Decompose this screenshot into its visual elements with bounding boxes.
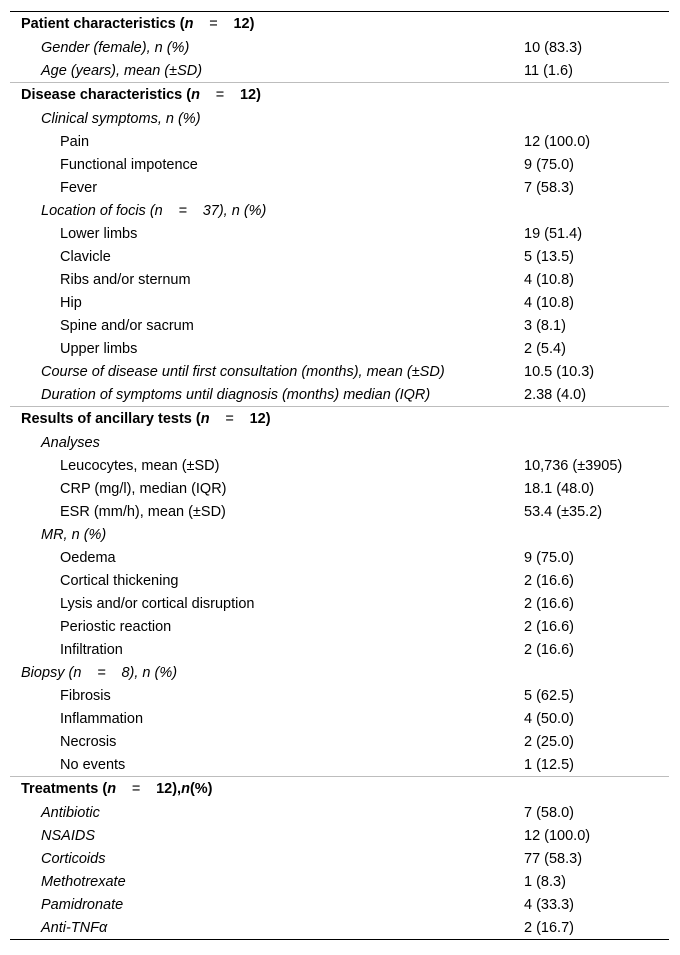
subgroup-label-tail: 37), n (%)	[202, 202, 267, 219]
table-row	[10, 36, 669, 59]
row-value: 2.38 (4.0)	[524, 386, 587, 403]
section-count: 12)	[233, 16, 255, 32]
row-label: Course of disease until first consultation (months), mean (±SD)	[41, 363, 445, 380]
row-label: CRP (mg/l), median (IQR)	[60, 480, 227, 497]
row-value: 5 (62.5)	[524, 687, 574, 704]
section-title	[10, 777, 669, 802]
row-label: No events	[60, 756, 126, 773]
row-value: 2 (5.4)	[524, 340, 566, 357]
table-row	[10, 268, 669, 291]
row-label: Upper limbs	[60, 340, 138, 357]
n-symbol: n	[184, 16, 194, 32]
table-row	[10, 291, 669, 314]
table-row	[10, 615, 669, 638]
row-label: Inflammation	[60, 710, 144, 727]
section-title-text: Disease characteristics (	[21, 87, 192, 103]
row-value: 12 (100.0)	[524, 133, 591, 150]
table-row	[10, 592, 669, 615]
n-symbol: n	[200, 411, 210, 427]
row-label: Clavicle	[60, 248, 111, 265]
subgroup-label: Analyses	[41, 434, 100, 451]
row-value: 2 (16.6)	[524, 618, 574, 635]
row-value: 2 (16.6)	[524, 572, 574, 589]
table-row	[10, 707, 669, 730]
row-value: 1 (12.5)	[524, 756, 574, 773]
subgroup-label	[10, 661, 669, 684]
equals-sign: =	[225, 411, 234, 427]
row-label: Methotrexate	[41, 873, 126, 890]
table-row	[10, 199, 669, 222]
row-label: Pain	[60, 133, 90, 150]
row-label: Anti-TNFα	[41, 919, 108, 936]
row-value: 4 (50.0)	[524, 710, 574, 727]
row-label: ESR (mm/h), mean (±SD)	[60, 503, 226, 520]
section-title-text: Treatments (	[21, 781, 108, 797]
row-value: 10,736 (±3905)	[524, 457, 623, 474]
table-row	[10, 360, 669, 383]
subgroup-label-text: Location of focis (n	[41, 202, 163, 219]
table-row	[10, 153, 669, 176]
row-value: 11 (1.6)	[524, 62, 573, 79]
row-value: 2 (16.6)	[524, 641, 574, 658]
row-label: Functional impotence	[60, 156, 198, 173]
row-label: Age (years), mean (±SD)	[41, 62, 203, 79]
table-row	[10, 59, 669, 83]
row-label: Infiltration	[60, 641, 123, 658]
row-value: 19 (51.4)	[524, 225, 583, 242]
subgroup-label-text: Biopsy (n	[21, 664, 82, 681]
table-row	[10, 107, 669, 130]
section-count: 12)	[239, 87, 261, 103]
table-row	[10, 245, 669, 268]
equals-sign: =	[178, 202, 187, 219]
section-title-text: Results of ancillary tests (	[21, 411, 201, 427]
row-label: Periostic reaction	[60, 618, 172, 635]
equals-sign: =	[97, 664, 106, 681]
row-label: Hip	[60, 294, 82, 311]
table-row	[10, 314, 669, 337]
section-header-disease	[10, 83, 669, 108]
row-label: Oedema	[60, 549, 116, 566]
table-row	[10, 730, 669, 753]
subgroup-label-tail: 8), n (%)	[121, 664, 178, 681]
row-value: 5 (13.5)	[524, 248, 574, 265]
table-row	[10, 684, 669, 707]
table-row	[10, 824, 669, 847]
n-symbol: n	[107, 781, 117, 797]
row-label: Leucocytes, mean (±SD)	[60, 457, 220, 474]
table-row	[10, 753, 669, 777]
table-row	[10, 383, 669, 407]
row-label: Cortical thickening	[60, 572, 179, 589]
row-value: 4 (33.3)	[524, 896, 574, 913]
row-value: 18.1 (48.0)	[524, 480, 595, 497]
row-label: Necrosis	[60, 733, 117, 750]
row-value: 2 (25.0)	[524, 733, 574, 750]
n-symbol: n	[191, 87, 200, 103]
table-row	[10, 523, 669, 546]
subgroup-label: Clinical symptoms, n (%)	[41, 110, 201, 127]
table-row	[10, 454, 669, 477]
table-row	[10, 870, 669, 893]
table-row	[10, 222, 669, 245]
section-title	[10, 12, 669, 36]
table-row	[10, 638, 669, 661]
row-label: Lysis and/or cortical disruption	[60, 595, 255, 612]
row-label: Fever	[60, 179, 98, 196]
row-value: 10.5 (10.3)	[524, 363, 595, 380]
row-value: 10 (83.3)	[524, 39, 583, 56]
subgroup-label	[10, 199, 669, 222]
row-label: Lower limbs	[60, 225, 138, 242]
row-label: NSAIDS	[41, 827, 95, 844]
characteristics-table	[10, 11, 669, 940]
table-row	[10, 500, 669, 523]
row-value: 4 (10.8)	[524, 271, 574, 288]
equals-sign: =	[215, 87, 225, 103]
section-title	[10, 83, 669, 108]
table-row	[10, 477, 669, 500]
equals-sign: =	[209, 16, 218, 32]
subgroup-label: MR, n (%)	[41, 526, 107, 543]
table-row	[10, 546, 669, 569]
row-value: 77 (58.3)	[524, 850, 583, 867]
row-label: Fibrosis	[60, 687, 111, 704]
table-row	[10, 130, 669, 153]
row-value: 7 (58.3)	[524, 179, 574, 196]
row-label: Duration of symptoms until diagnosis (months) median (IQR)	[41, 386, 431, 403]
table-row	[10, 916, 669, 939]
row-value: 4 (10.8)	[524, 294, 574, 311]
section-title	[10, 407, 669, 432]
row-label: Ribs and/or sternum	[60, 271, 191, 288]
table-row	[10, 337, 669, 360]
table-row	[10, 431, 669, 454]
n-symbol: n	[181, 781, 190, 797]
section-header-patient	[10, 12, 669, 36]
table-row	[10, 893, 669, 916]
row-label: Spine and/or sacrum	[60, 317, 194, 334]
section-tail: (%)	[189, 781, 213, 797]
row-value: 12 (100.0)	[524, 827, 591, 844]
row-label: Pamidronate	[41, 896, 124, 913]
row-label: Gender (female), n (%)	[41, 39, 190, 56]
row-label: Corticoids	[41, 850, 106, 867]
row-value: 9 (75.0)	[524, 156, 574, 173]
row-value: 2 (16.6)	[524, 595, 574, 612]
row-value: 3 (8.1)	[524, 317, 566, 334]
table-row	[10, 569, 669, 592]
table-row	[10, 847, 669, 870]
row-label: Antibiotic	[41, 804, 100, 821]
section-count: 12)	[249, 411, 271, 427]
row-value: 7 (58.0)	[524, 804, 574, 821]
equals-sign: =	[131, 781, 141, 797]
section-header-treatments	[10, 777, 669, 802]
table-row	[10, 176, 669, 199]
section-title-text: Patient characteristics (	[21, 16, 185, 32]
section-header-ancillary	[10, 407, 669, 432]
row-value: 9 (75.0)	[524, 549, 574, 566]
row-value: 1 (8.3)	[524, 873, 566, 890]
table-row	[10, 661, 669, 684]
table-row	[10, 801, 669, 824]
row-value: 2 (16.7)	[524, 919, 574, 936]
section-count: 12),	[156, 781, 182, 797]
table-body	[10, 12, 669, 939]
row-value: 53.4 (±35.2)	[524, 503, 603, 520]
